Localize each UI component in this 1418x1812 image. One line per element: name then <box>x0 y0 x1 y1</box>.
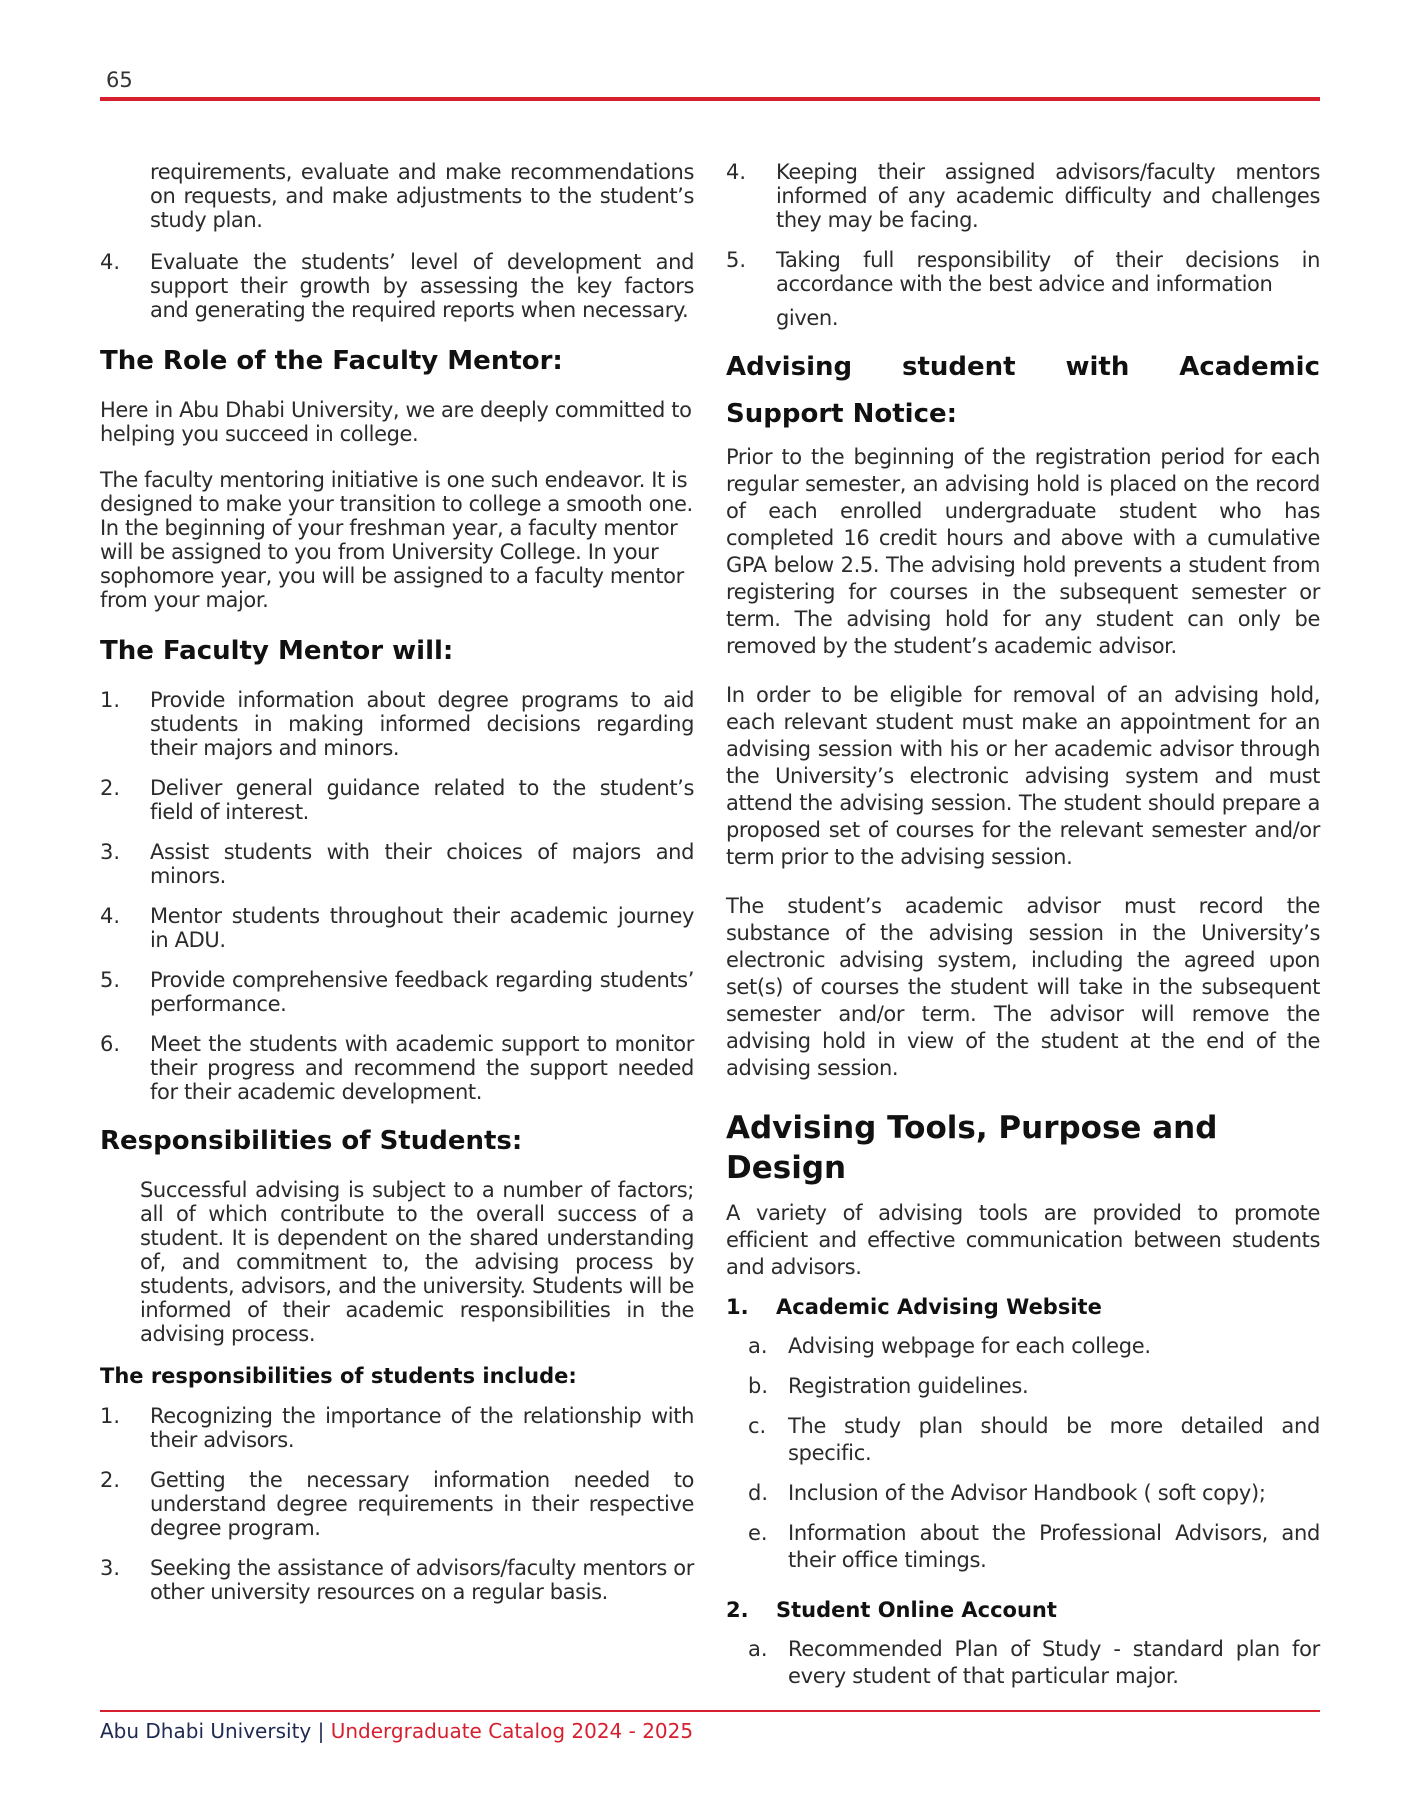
list-item <box>726 160 1320 232</box>
mentor-duties-list <box>100 688 694 1104</box>
list-item <box>100 250 694 322</box>
list-text: Advising webpage for each college. <box>788 1334 1151 1358</box>
list-letter: e. <box>748 1521 768 1545</box>
tool-number: 2. <box>726 1598 749 1622</box>
list-item <box>726 248 1320 296</box>
list-number: 4. <box>100 904 121 928</box>
list-text: Meet the students with academic support to monitor their progress and recommend the support needed for their academic development. <box>150 1032 694 1104</box>
footer-separator: | <box>317 1719 325 1743</box>
list-item <box>748 1333 1320 1360</box>
advisor-duties-list <box>100 250 694 322</box>
list-letter: c. <box>748 1414 767 1438</box>
academic-support-notice-heading: Advising student with Academic Support Notice: <box>726 352 1320 429</box>
list-number: 5. <box>100 968 121 992</box>
list-number: 5. <box>726 248 747 272</box>
list-item <box>748 1373 1320 1400</box>
list-number: 3. <box>100 840 121 864</box>
list-item <box>100 776 694 824</box>
list-text: Seeking the assistance of advisors/faculty mentors or other university resources on a regular basis. <box>150 1556 694 1604</box>
role-paragraph-1: Here in Abu Dhabi University, we are deeply committed to helping you succeed in college. <box>100 398 692 446</box>
list-text: Information about the Professional Advisors, and their office timings. <box>788 1521 1320 1572</box>
responsibilities-subheading: The responsibilities of students include: <box>100 1364 577 1388</box>
continued-list-text: requirements, evaluate and make recommendations on requests, and make adjustments to the student’s study plan. <box>150 160 694 232</box>
list-text: Provide comprehensive feedback regarding students’ performance. <box>150 968 694 1016</box>
list-text: Evaluate the students’ level of development and support their growth by assessing the key factors and generating the required reports when necessary. <box>150 250 694 322</box>
list-text: Deliver general guidance related to the student’s field of interest. <box>150 776 694 824</box>
tool-title: Academic Advising Website <box>776 1295 1102 1319</box>
left-column <box>100 160 694 1624</box>
footer-catalog-title: Undergraduate Catalog 2024 - 2025 <box>330 1719 694 1743</box>
list-text: Recognizing the importance of the relationship with their advisors. <box>150 1404 694 1452</box>
list-item <box>100 968 694 1016</box>
responsibilities-paragraph: Successful advising is subject to a number of factors; all of which contribute to the overall success of a student. It is dependent on the shared understanding of, and commitment to, the advising process by students, advisors, and the university. Students will be informed of their academic responsibilities in the advising process. <box>140 1178 694 1346</box>
list-text: The study plan should be more detailed and specific. <box>788 1414 1320 1465</box>
list-item <box>100 1556 694 1604</box>
faculty-mentor-will-heading: The Faculty Mentor will: <box>100 636 454 666</box>
role-paragraph-2: The faculty mentoring initiative is one such endeavor. It is designed to make your transition to college a smooth one. In the beginning of your freshman year, a faculty mentor will be assigned to you from University College. In your sophomore year, you will be assigned to a faculty mentor from your major. <box>100 468 693 612</box>
student-responsibilities-list <box>100 1404 694 1604</box>
list-number: 2. <box>100 776 121 800</box>
list-number: 1. <box>100 1404 121 1428</box>
list-number: 4. <box>726 160 747 184</box>
list-text: Taking full responsibility of their decisions in accordance with the best advice and information <box>776 248 1320 296</box>
website-features-list <box>726 1333 1320 1574</box>
list-letter: a. <box>748 1334 768 1358</box>
list-item <box>100 840 694 888</box>
list-number: 6. <box>100 1032 121 1056</box>
list-text: Assist students with their choices of majors and minors. <box>150 840 694 888</box>
list-letter: b. <box>748 1374 769 1398</box>
list-text-continuation: given. <box>776 306 839 330</box>
list-item <box>748 1480 1320 1507</box>
student-responsibilities-list-continued <box>726 160 1320 296</box>
header-rule <box>100 97 1320 101</box>
online-account-features-list <box>726 1636 1320 1690</box>
page-number: 65 <box>106 68 133 92</box>
list-item <box>100 1032 694 1104</box>
tool-number: 1. <box>726 1295 749 1319</box>
list-letter: d. <box>748 1481 769 1505</box>
list-text: Inclusion of the Advisor Handbook ( soft copy); <box>788 1481 1266 1505</box>
notice-paragraph-1: Prior to the beginning of the registration period for each regular semester, an advising hold is placed on the record of each enrolled undergraduate student who has completed 16 credit hours and above with a cumulative GPA below 2.5. The advising hold prevents a student from registering for courses in the subsequent semester or term. The advising hold for any student can only be removed by the student’s academic advisor. <box>726 445 1320 658</box>
tool-title: Student Online Account <box>776 1598 1057 1622</box>
tool-heading-online-account <box>726 1598 1320 1622</box>
tool-heading-website <box>726 1295 1320 1319</box>
advising-tools-heading: Advising Tools, Purpose and Design <box>726 1110 1218 1186</box>
advising-tools-paragraph: A variety of advising tools are provided to promote efficient and effective communication between students and advisors. <box>726 1201 1320 1279</box>
list-text: Provide information about degree programs to aid students in making informed decisions regarding their majors and minors. <box>150 688 694 760</box>
list-text: Registration guidelines. <box>788 1374 1029 1398</box>
right-column <box>726 160 1320 1714</box>
list-text: Recommended Plan of Study - standard plan for every student of that particular major. <box>788 1637 1320 1688</box>
list-number: 3. <box>100 1556 121 1580</box>
list-item <box>100 688 694 760</box>
list-item <box>748 1636 1320 1690</box>
responsibilities-heading: Responsibilities of Students: <box>100 1126 523 1156</box>
list-text: Getting the necessary information needed to understand degree requirements in their respective degree program. <box>150 1468 694 1540</box>
list-item <box>748 1520 1320 1574</box>
list-number: 2. <box>100 1468 121 1492</box>
footer <box>100 1719 693 1743</box>
notice-paragraph-2: In order to be eligible for removal of an advising hold, each relevant student must make an appointment for an advising session with his or her academic advisor through the University’s electronic advising system and must attend the advising session. The student should prepare a proposed set of courses for the relevant semester and/or term prior to the advising session. <box>726 683 1320 869</box>
notice-paragraph-3: The student’s academic advisor must record the substance of the advising session in the University’s electronic advising system, including the agreed upon set(s) of courses the student will take in the subsequent semester and/or term. The advisor will remove the advising hold in view of the student at the end of the advising session. <box>726 894 1320 1080</box>
footer-rule <box>100 1710 1320 1712</box>
list-number: 4. <box>100 250 121 274</box>
list-item <box>100 1404 694 1452</box>
list-number: 1. <box>100 688 121 712</box>
footer-university: Abu Dhabi University <box>100 1719 312 1743</box>
list-item <box>100 904 694 952</box>
list-text: Mentor students throughout their academic journey in ADU. <box>150 904 694 952</box>
role-faculty-mentor-heading: The Role of the Faculty Mentor: <box>100 346 563 376</box>
list-text: Keeping their assigned advisors/faculty mentors informed of any academic difficulty and challenges they may be facing. <box>776 160 1320 232</box>
list-letter: a. <box>748 1637 768 1661</box>
list-item <box>100 1468 694 1540</box>
list-item <box>748 1413 1320 1467</box>
